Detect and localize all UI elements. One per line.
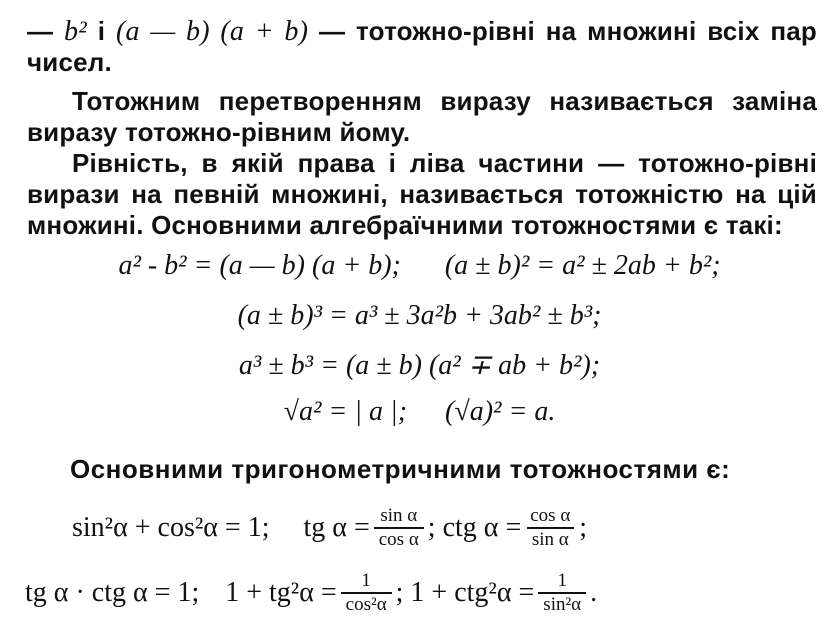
ctg-definition-lhs: ; ctg α = [427,512,522,543]
p3-text: Рівність, в якій права і ліва частини — тотожно-рівні вирази на певній множині, називається тотожністю на цій множині. Основними алгебраїчними тотожностями є такі: [27,148,817,240]
sin2-denominator: sin²α [538,592,586,616]
tg-fraction [374,505,424,551]
tg-ctg-product: tg α · ctg α = 1; [25,577,200,608]
tg-numerator: sin α [380,505,418,526]
algebra-line-3 [0,348,839,382]
paragraph-2 [27,86,817,148]
cos2-denominator: cos²α [341,592,392,616]
p1-dash: — [27,16,65,46]
sum-of-cubes-formula: a³ ± b³ = (a ± b) (a² ∓ ab + b²); [238,350,601,381]
p2-text: Тотожним перетворенням виразу називається заміна виразу тотожно-рівним йому. [27,86,817,147]
cos2-numerator: 1 [361,570,371,591]
square-of-sum-formula: (a ± b)² = a² ± 2ab + b²; [444,250,721,281]
ctg-numerator: cos α [530,505,571,526]
p1-product: (a — b) (a + b) [115,16,309,47]
diff-squares-formula: a² - b² = (a — b) (a + b); [118,250,401,281]
sqrt-squared-formula: (√a)² = a. [445,396,556,427]
algebra-line-1 [0,250,839,282]
paragraph-1 [27,16,817,78]
tg-definition-lhs: tg α = [303,512,370,543]
sin2-fraction [538,570,586,616]
cos2-fraction [341,570,392,616]
sin2-numerator: 1 [557,570,567,591]
algebra-line-4 [0,396,839,428]
trig-line-2 [0,570,839,616]
ctg-fraction [525,505,575,551]
paragraph-3 [27,148,817,241]
p1-rest: — тотожно-рівні на множині всіх пар чисел. [27,16,817,77]
one-plus-tg2-lhs: 1 + tg²α = [225,577,337,608]
sqrt-abs-formula: √a² = | a |; [283,396,408,427]
cube-of-sum-formula: (a ± b)³ = a³ ± 3a²b + 3ab² ± b³; [237,300,602,331]
trig-caption: Основними тригонометричними тотожностями є: [70,454,731,484]
trig-line-1 [0,505,839,551]
ctg-denominator: sin α [527,527,574,551]
one-plus-ctg2-lhs: ; 1 + ctg²α = [395,577,535,608]
p1-and: і [86,16,116,46]
p1-b-squared: b² [64,16,87,47]
line1-end: ; [579,512,588,543]
pythagorean-identity: sin²α + cos²α = 1; [72,512,270,543]
line2-end: . [590,577,598,608]
algebra-line-2 [0,300,839,332]
tg-denominator: cos α [374,527,424,551]
